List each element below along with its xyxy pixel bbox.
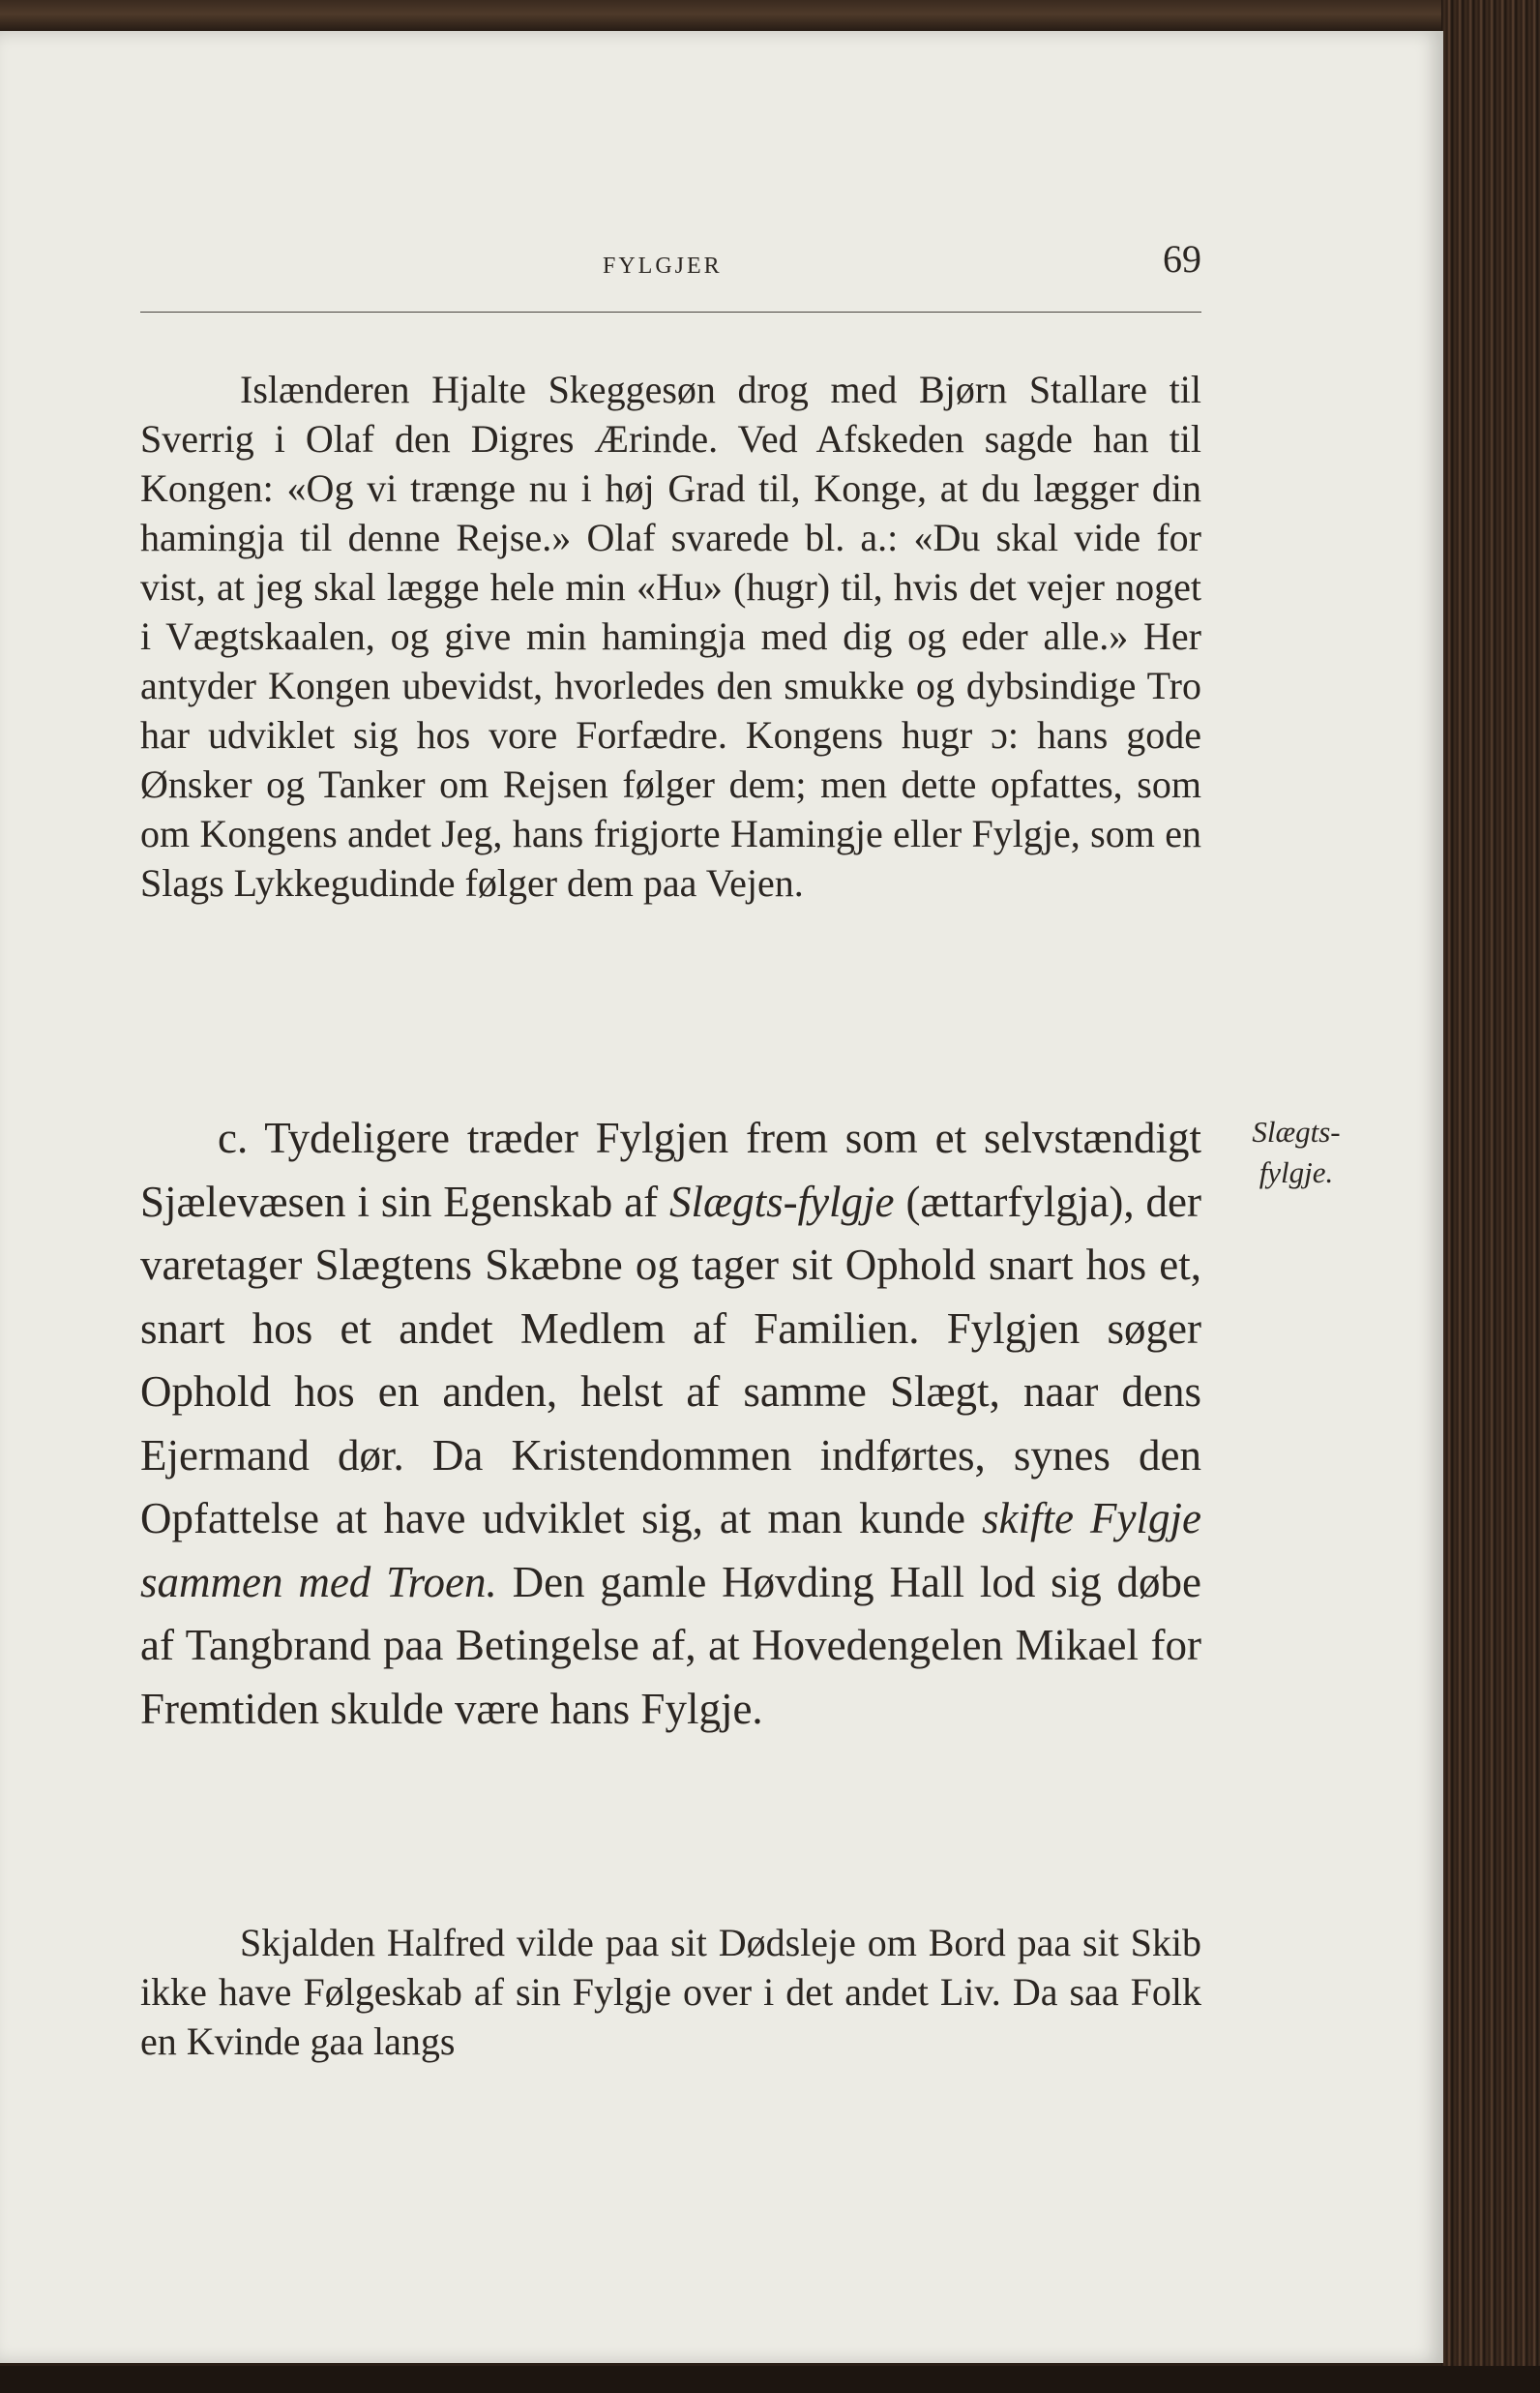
emphasis-skifte-fylgje: skifte Fylgje sammen med Troen. (140, 1494, 1202, 1606)
book-page (0, 31, 1443, 2363)
paragraph-slaegtsfylgje-lead: c. Tydeligere træder Fylgjen frem som et selvstændigt Sjælevæsen i sin Egenskab af (140, 1114, 1201, 1226)
book-bottom-edge (0, 2366, 1540, 2393)
margin-note (1238, 1112, 1354, 1193)
book-top-edge (0, 0, 1540, 35)
margin-note-line-2: fylgje. (1259, 1155, 1334, 1189)
paragraph-halfred (140, 1918, 1201, 2066)
paragraph-slaegtsfylgje-tail: Den gamle Høvding Hall lod sig døbe af Tangbrand paa Betingelse af, at Hovedengelen Mikael for Fremtiden skulde være hans Fylgje. (140, 1557, 1202, 1733)
paragraph-hjalte-text: Islænderen Hjalte Skeggesøn drog med Bjørn Stallare til Sverrig i Olaf den Digres Ærinde. Ved Afskeden sagde han til Kongen: «Og vi trænge nu i høj Grad til, Konge, at du lægger din hamingja til denne Rejse.» Olaf svarede bl. a.: «Du skal vide for vist, at jeg skal lægge hele min «Hu» (hugr) til, hvis det vejer noget i Vægtskaalen, og give min hamingja med dig og eder alle.» Her antyder Kongen ubevidst, hvorledes den smukke og dybsindige Tro har udviklet sig hos vore Forfædre. Kongens hugr ɔ: hans gode Ønsker og Tanker om Rejsen følger dem; men dette opfattes, som om Kongens andet Jeg, hans frigjorte Hamingje eller Fylgje, som en Slags Lykkegudinde følger dem paa Vejen. (140, 368, 1201, 905)
book-spine-edge (1441, 0, 1540, 2393)
paragraph-slaegtsfylgje (140, 1107, 1201, 1741)
term-slaegtsfylgje: Slægts-fylgje (669, 1177, 895, 1226)
running-title: FYLGJER (603, 254, 723, 279)
paragraph-halfred-text: Skjalden Halfred vilde paa sit Dødsleje om Bord paa sit Skib ikke have Følgeskab af sin Fylgje over i det andet Liv. Da saa Folk en Kvinde gaa langs (140, 1921, 1201, 2063)
paragraph-hjalte (140, 365, 1201, 908)
page-header (140, 224, 1201, 313)
paragraph-slaegtsfylgje-middle: (ættarfylgja), der varetager Slægtens Skæbne og tager sit Ophold snart hos et, snart hos et andet Medlem af Familien. Fylgjen søger Ophold hos en anden, helst af samme Slægt, naar dens Ejermand dør. Da Kristendommen indførtes, synes den Opfattelse at have udviklet sig, at man kunde (140, 1177, 1201, 1542)
margin-note-line-1: Slægts- (1252, 1115, 1341, 1149)
page-number: 69 (1163, 237, 1201, 281)
